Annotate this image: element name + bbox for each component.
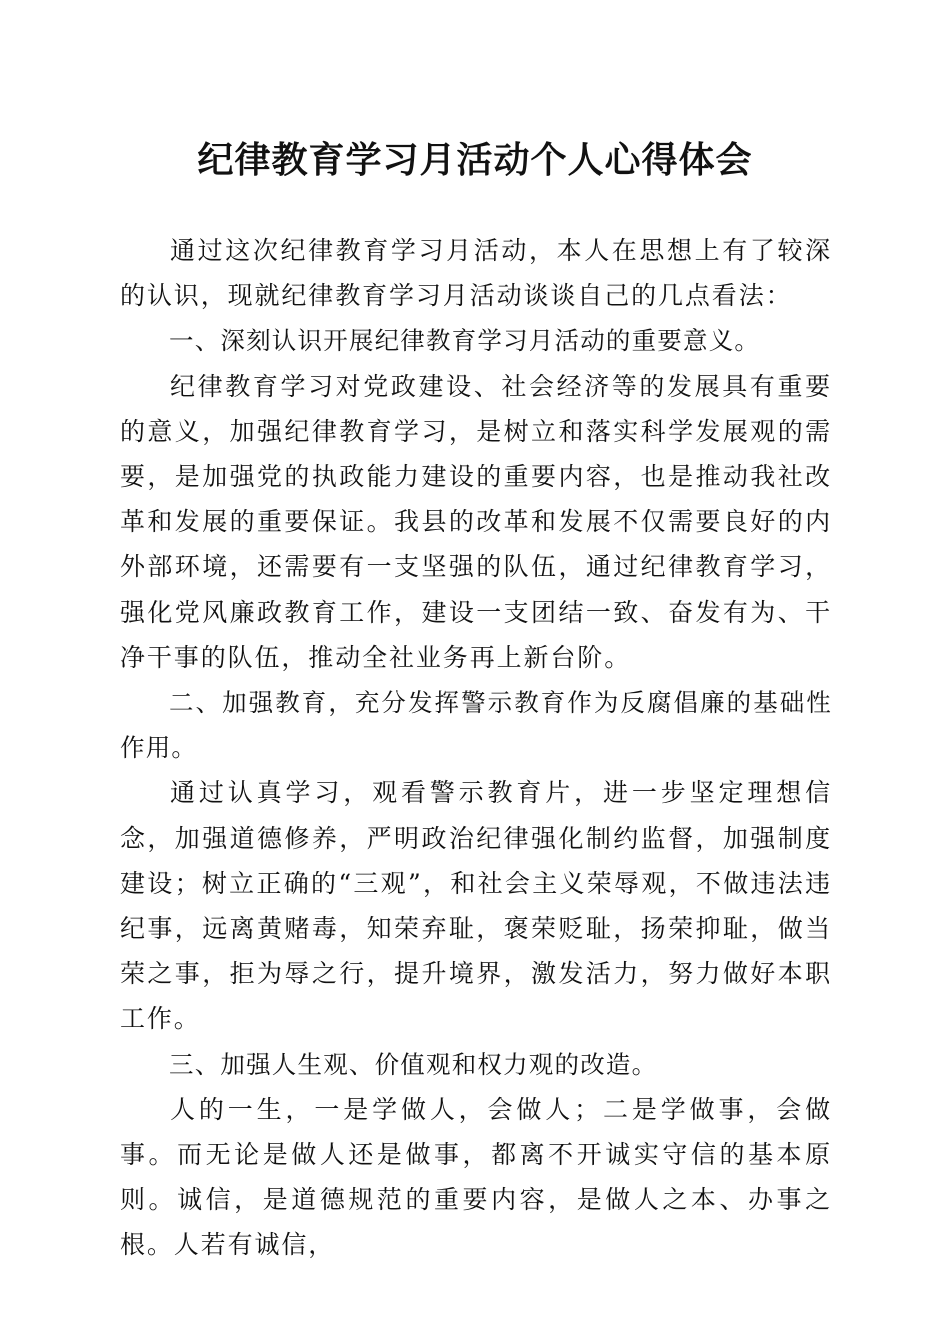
section-3-paragraph: 人的一生，一是学做人，会做人；二是学做事，会做事。而无论是做人还是做事，都离不开诚实守信的基本原则。诚信，是道德规范的重要内容，是做人之本、办事之根。人若有诚信， xyxy=(120,1094,832,1260)
document-title: 纪律教育学习月活动个人心得体会 xyxy=(197,139,753,181)
section-heading-1: 一、深刻认识开展纪律教育学习月活动的重要意义。 xyxy=(169,326,761,356)
section-heading-2: 二、加强教育，充分发挥警示教育作为反腐倡廉的基础性作用。 xyxy=(120,688,832,763)
section-heading-3: 三、加强人生观、价值观和权力观的改造。 xyxy=(169,1049,658,1079)
section-2-paragraph: 通过认真学习，观看警示教育片，进一步坚定理想信念，加强道德修养，严明政治纪律强化制约监督，加强制度建设；树立正确的“三观”，和社会主义荣辱观，不做违法违纪事，远离黄赌毒，知荣弃耻，褒荣贬耻，扬荣抑耻，做当荣之事，拒为辱之行，提升境界，激发活力，努力做好本职工作。 xyxy=(120,778,832,1034)
section-1-paragraph: 纪律教育学习对党政建设、社会经济等的发展具有重要的意义，加强纪律教育学习，是树立和落实科学发展观的需要，是加强党的执政能力建设的重要内容，也是推动我社改革和发展的重要保证。我县的改革和发展不仅需要良好的内外部环境，还需要有一支坚强的队伍，通过纪律教育学习，强化党风廉政教育工作，建设一支团结一致、奋发有为、干净干事的队伍，推动全社业务再上新台阶。 xyxy=(120,371,832,672)
document-body xyxy=(120,228,832,1268)
intro-paragraph: 通过这次纪律教育学习月活动，本人在思想上有了较深的认识，现就纪律教育学习月活动谈谈自己的几点看法： xyxy=(120,236,832,311)
